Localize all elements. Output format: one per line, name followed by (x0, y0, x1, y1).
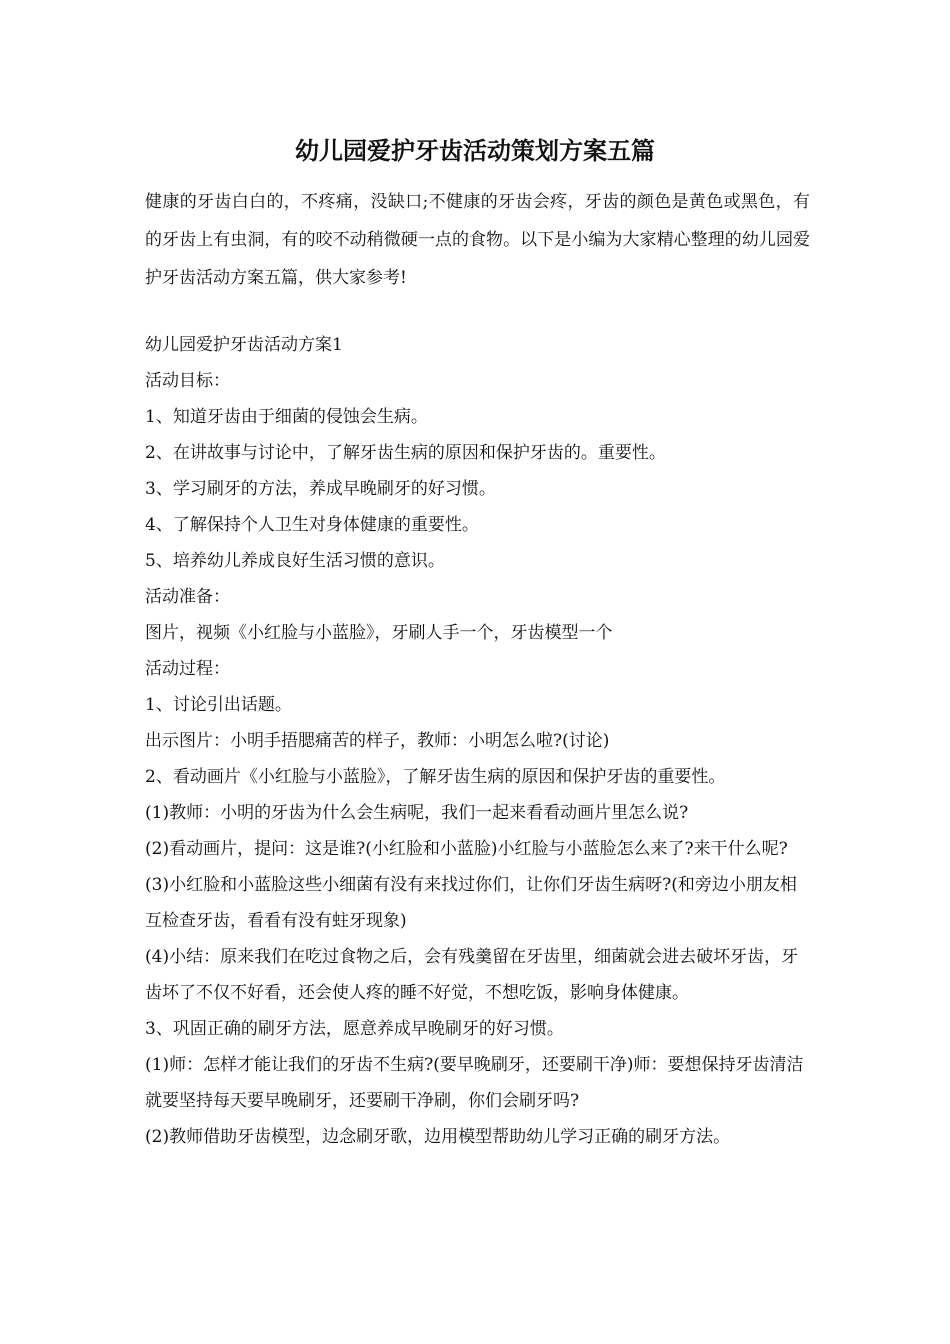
body-line: 图片，视频《小红脸与小蓝脸》，牙刷人手一个，牙齿模型一个 (145, 623, 613, 643)
body-line: 2、在讲故事与讨论中，了解牙齿生病的原因和保护牙齿的。重要性。 (145, 443, 666, 463)
document-title: 幼儿园爱护牙齿活动策划方案五篇 (295, 136, 655, 165)
body-line: 2、看动画片《小红脸与小蓝脸》，了解牙齿生病的原因和保护牙齿的重要性。 (145, 767, 726, 787)
body-line: 活动过程： (145, 659, 230, 679)
body-line: 3、学习刷牙的方法，养成早晚刷牙的好习惯。 (145, 479, 496, 499)
body-line: (2)教师借助牙齿模型，边念刷牙歌，边用模型帮助幼儿学习正确的刷牙方法。 (145, 1127, 731, 1147)
body-line: (4)小结：原来我们在吃过食物之后，会有残羹留在牙齿里，细菌就会进去破坏牙齿，牙齿坏了不仅不好看，还会使人疼的睡不好觉，不想吃饭，影响身体健康。 (145, 947, 799, 1003)
body-line: (1)师：怎样才能让我们的牙齿不生病?(要早晚刷牙，还要刷干净)师：要想保持牙齿清洁就要坚持每天要早晚刷牙，还要刷干净刷，你们会刷牙吗? (145, 1055, 804, 1111)
body-line: 1、讨论引出话题。 (145, 695, 292, 715)
body-line: 3、巩固正确的刷牙方法，愿意养成早晚刷牙的好习惯。 (145, 1019, 564, 1039)
body-line: 出示图片：小明手捂腮痛苦的样子，教师：小明怎么啦?(讨论) (145, 731, 610, 751)
body-line: 5、培养幼儿养成良好生活习惯的意识。 (145, 551, 445, 571)
body-line: (3)小红脸和小蓝脸这些小细菌有没有来找过你们，让你们牙齿生病呀?(和旁边小朋友相互检查牙齿，看看有没有蛀牙现象) (145, 875, 797, 931)
section-heading: 幼儿园爱护牙齿活动方案1 (145, 335, 343, 355)
intro-paragraph: 健康的牙齿白白的，不疼痛，没缺口;不健康的牙齿会疼，牙齿的颜色是黄色或黑色，有的牙齿上有虫洞，有的咬不动稍微硬一点的食物。以下是小编为大家精心整理的幼儿园爱护牙齿活动方案五篇，供大家参考! (145, 192, 810, 288)
document-body (145, 327, 810, 1155)
body-line: 4、了解保持个人卫生对身体健康的重要性。 (145, 515, 479, 535)
body-line: 活动准备： (145, 587, 230, 607)
body-line: 1、知道牙齿由于细菌的侵蚀会生病。 (145, 407, 428, 427)
body-line: (2)看动画片，提问：这是谁?(小红脸和小蓝脸)小红脸与小蓝脸怎么来了?来干什么呢? (145, 839, 788, 859)
body-line: (1)教师：小明的牙齿为什么会生病呢，我们一起来看看动画片里怎么说? (145, 803, 689, 823)
body-line: 活动目标： (145, 371, 230, 391)
